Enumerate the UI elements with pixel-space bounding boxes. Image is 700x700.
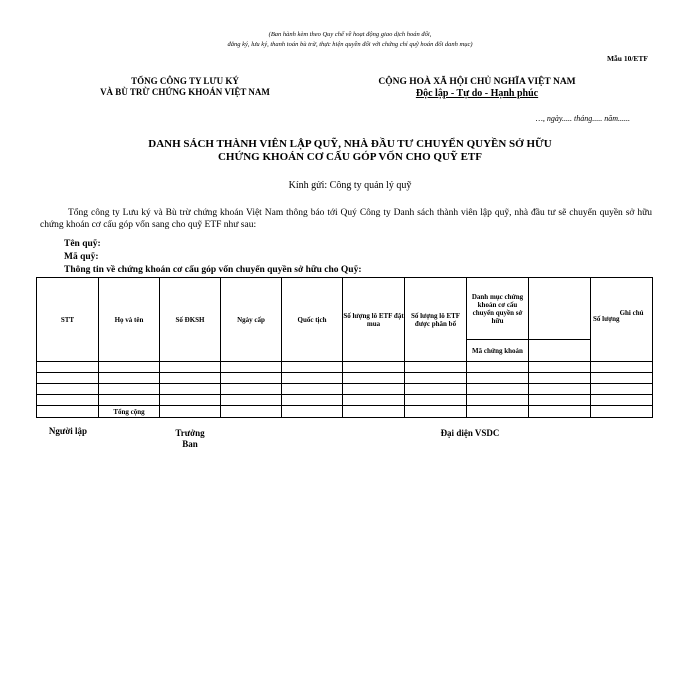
total-row — [37, 406, 653, 418]
title-line2: CHỨNG KHOÁN CƠ CẤU GÓP VỐN CHO QUỸ ETF — [217, 151, 482, 163]
table-row — [37, 362, 653, 373]
table-row — [37, 384, 653, 395]
header-portfolio: Danh mục chứng khoán cơ cấu chuyển quyền sở hữu — [467, 278, 529, 340]
regulation-note-line1: (Ban hành kèm theo Quy chế về hoạt động giao dịch hoán đổi, — [268, 31, 432, 38]
member-table — [36, 277, 653, 418]
header-reg-no: Số ĐKSH — [160, 278, 221, 362]
header-notes — [591, 278, 653, 362]
header-nationality: Quốc tịch — [282, 278, 343, 362]
header-lots-ordered: Số lượng lô ETF đặt mua — [343, 278, 405, 362]
header-quantity: Số lượng — [593, 314, 620, 323]
greeting: Kính gửi: Công ty quản lý quỹ — [288, 180, 412, 191]
national-heading — [352, 76, 602, 100]
regulation-note-line2: đăng ký, lưu ký, thanh toán bù trừ, thực hiện quyền đối với chứng chỉ quỹ hoán đổi danh mục) — [227, 41, 473, 48]
head-line2: Ban — [182, 439, 198, 449]
head-line1: Trưởng — [175, 428, 205, 438]
header-stt: STT — [37, 278, 99, 362]
table-row — [37, 395, 653, 406]
body-paragraph: Tổng công ty Lưu ký và Bù trừ chứng khoán Việt Nam thông báo tới Quý Công ty Danh sách thành viên lập quỹ, nhà đầu tư sẽ chuyển quyền sở hữu chứng khoán cơ cấu góp vốn sang cho quỹ ETF như sau: — [40, 208, 652, 230]
total-label: Tổng cộng — [99, 406, 160, 418]
header-name: Họ và tên — [99, 278, 160, 362]
securities-info-label: Thông tin về chứng khoán cơ cấu góp vốn chuyển quyền sở hữu cho Quỹ: — [64, 265, 362, 275]
header-sub-blank — [529, 340, 591, 362]
header-issue-date: Ngày cấp — [221, 278, 282, 362]
header-lots-allocated: Số lượng lô ETF được phân bổ — [405, 278, 467, 362]
header-notes-label: Ghi chú — [619, 308, 644, 317]
national-motto: Độc lập - Tự do - Hạnh phúc — [415, 88, 539, 99]
date-line: …, ngày..... tháng..... năm...... — [535, 114, 630, 123]
document-title — [0, 138, 700, 164]
organization-line2: VÀ BÙ TRỪ CHỨNG KHOÁN VIỆT NAM — [100, 87, 270, 97]
fund-code-label: Mã quỹ: — [64, 252, 99, 262]
preparer-signature: Người lập — [48, 426, 88, 436]
table-row — [37, 373, 653, 384]
nation-name: CỘNG HOÀ XÃ HỘI CHỦ NGHĨA VIỆT NAM — [378, 77, 576, 87]
fund-name-label: Tên quỹ: — [64, 239, 101, 249]
header-portfolio-blank — [529, 278, 591, 340]
representative-signature: Đại diện VSDC — [440, 428, 500, 438]
form-code: Mẫu 10/ETF — [606, 54, 648, 63]
head-signature — [160, 428, 220, 450]
header-security-code: Mã chứng khoán — [467, 340, 529, 362]
organization-name — [60, 76, 310, 98]
title-line1: DANH SÁCH THÀNH VIÊN LẬP QUỸ, NHÀ ĐẦU TƯ CHUYỂN QUYỀN SỞ HỮU — [148, 138, 552, 150]
organization-line1: TỔNG CÔNG TY LƯU KÝ — [131, 76, 239, 86]
